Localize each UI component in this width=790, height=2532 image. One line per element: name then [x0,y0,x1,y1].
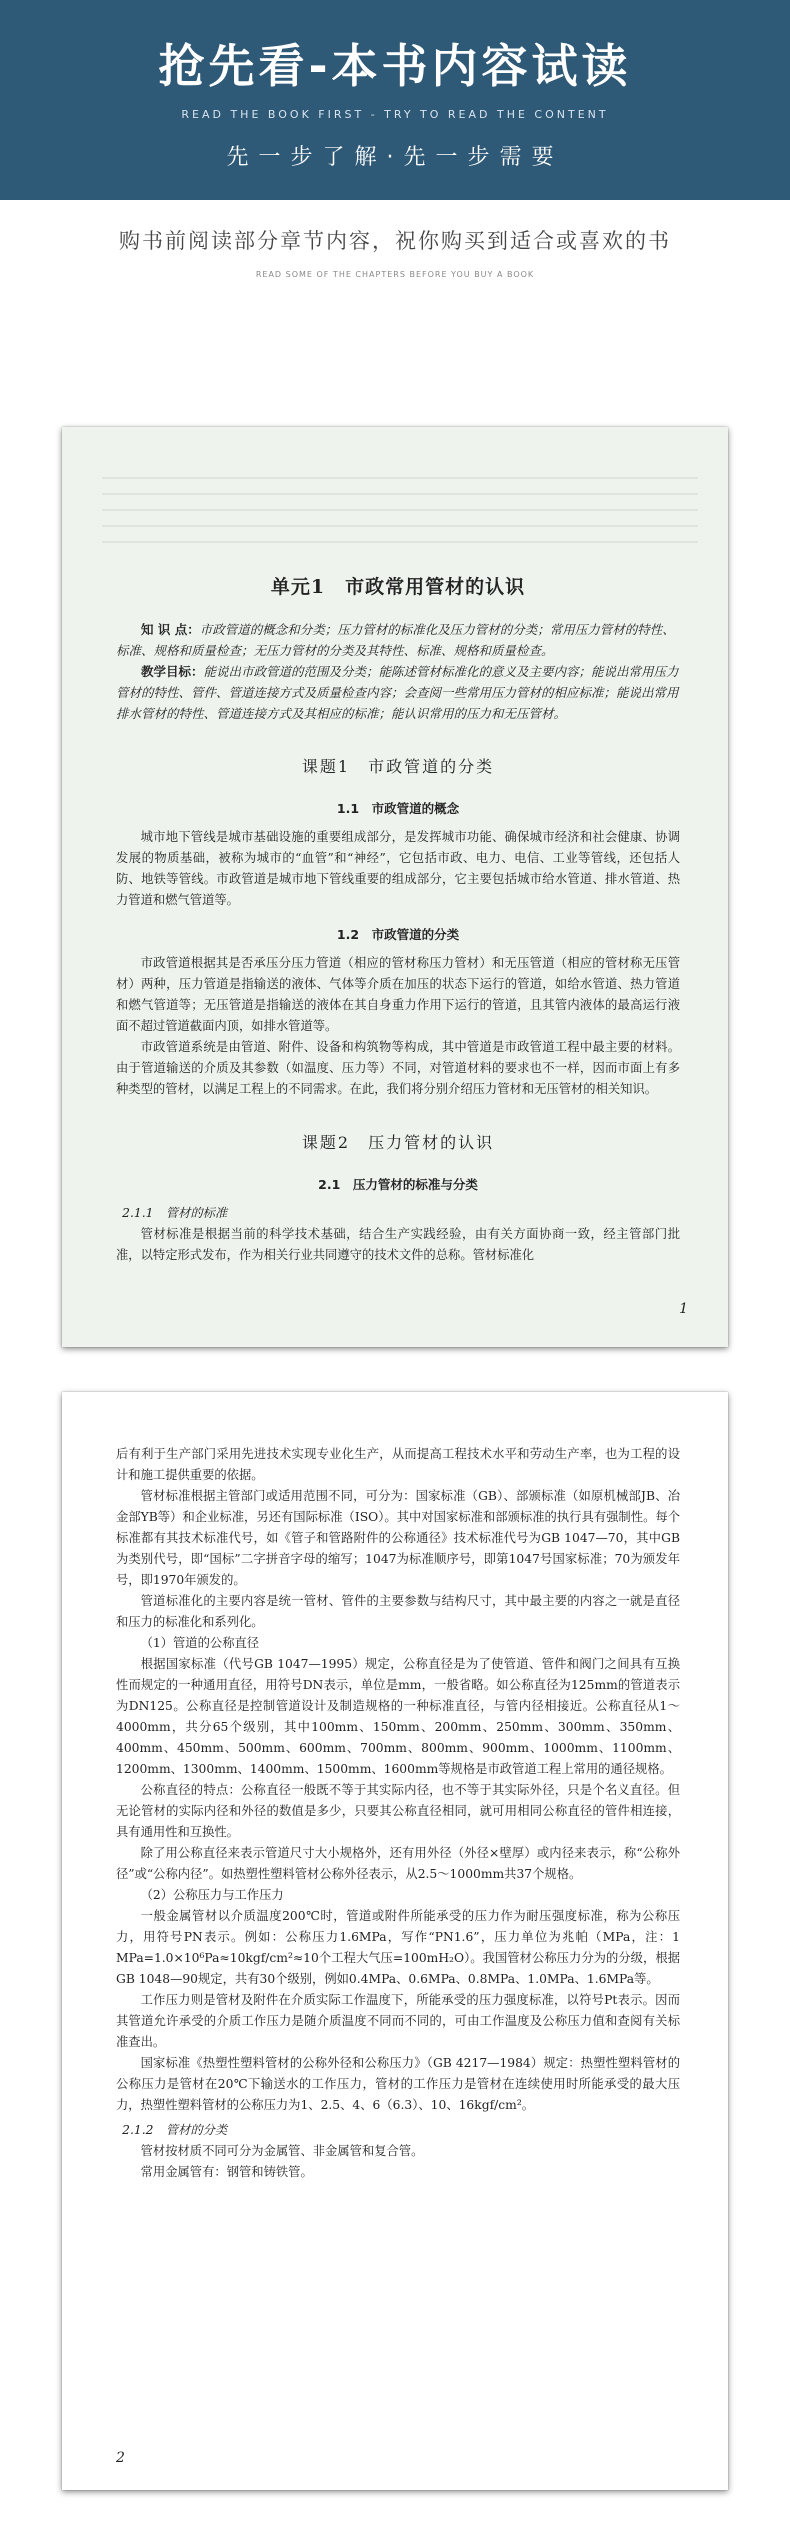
page-number: 1 [679,1301,688,1317]
banner-slogan: 先一步了解·先一步需要 [226,145,564,170]
knowledge-text: 市政管道的概念和分类；压力管材的标准化及压力管材的分类；常用压力管材的特性、标准、规格和质量检查；无压力管材的分类及其特性、标准、规格和质量检查。 [116,622,675,658]
paragraph: 城市地下管线是城市基础设施的重要组成部分，是发挥城市功能、确保城市经济和社会健康、协调发展的物质基础，被称为城市的“血管”和“神经”，它包括市政、电力、电信、工业等管线，还包括人防、地铁等管线。市政管道是城市地下管线重要的组成部分，它主要包括城市给水管道、排水管道、热力管道和燃气管道等。 [116,830,680,907]
teaching-label: 教学目标： [141,664,204,679]
teaching-goals [116,661,680,724]
paragraph: 公称直径的特点：公称直径一般既不等于其实际内径，也不等于其实际外径，只是个名义直径。但无论管材的实际内径和外径的数值是多少，只要其公称直径相同，就可用相同公称直径的管件相连接，具有通用性和互换性。 [116,1783,680,1839]
paragraph: 一般金属管材以介质温度200℃时，管道或附件所能承受的压力作为耐压强度标准，称为公称压力，用符号PN表示。例如：公称压力1.6MPa，写作“PN1.6”，压力单位为兆帕（MPa，注：1 MPa=1.0×10⁶Pa≈10kgf/cm²≈10个工程大气压=100mH₂O）。我国管材公称压力分为的分级，根据GB 1048—90规定，共有30个级别，例如0.4MPa、0.6MPa、0.8MPa、1.0MPa、1.6MPa等。 [116,1909,680,1986]
teaching-text: 能说出市政管道的范围及分类；能陈述管材标准化的意义及主要内容；能说出常用压力管材的特性、管件、管道连接方式及质量检查内容；会查阅一些常用压力管材的相应标准；能说出常用排水管材的特性、管道连接方式及其相应的标准；能认识常用的压力和无压管材。 [116,664,679,721]
section-1-2-title: 1.2 市政管道的分类 [336,927,460,942]
bleed-through-text [102,477,698,547]
intro-text-cn: 购书前阅读部分章节内容，祝你购买到适合或喜欢的书 [119,229,671,253]
paragraph: 管材标准是根据当前的科学技术基础，结合生产实践经验，由有关方面协商一致，经主管部门批准，以特定形式发布，作为相关行业共同遵守的技术文件的总称。管材标准化 [116,1227,680,1262]
paragraph: 市政管道系统是由管道、附件、设备和构筑物等构成，其中管道是市政管道工程中最主要的材料。由于管道输送的介质及其参数（如温度、压力等）不同，对管道材料的要求也不一样，因而市面上有多种类型的管材，以满足工程上的不同需求。在此，我们将分别介绍压力管材和无压管材的相关知识。 [116,1040,680,1096]
paragraph: 工作压力则是管材及附件在介质实际工作温度下，所能承受的压力强度标准，以符号Pt表示。因而其管道允许承受的介质工作压力是随介质温度不同而不同的，可由工作温度及公称压力值和查阅有关标准查出。 [116,1993,680,2049]
paragraph: 后有利于生产部门采用先进技术实现专业化生产，从而提高工程技术水平和劳动生产率，也为工程的设计和施工提供重要的依据。 [116,1447,680,1482]
header-banner [0,0,790,200]
knowledge-points [116,619,680,661]
page-2-content [116,1444,680,2183]
intro-text-en: READ SOME OF THE CHAPTERS BEFORE YOU BUY A BOOK [255,270,535,279]
item-title-nominal-diameter: （1）管道的公称直径 [140,1636,260,1650]
banner-title: 抢先看-本书内容试读 [158,39,632,93]
lesson-2-title: 课题2 压力管材的认识 [301,1133,495,1152]
paragraph: 根据国家标准（代号GB 1047—1995）规定，公称直径是为了使管道、管件和阀门之间具有互换性而规定的一种通用直径，用符号DN表示，单位是mm，一般省略。如公称直径为125mm的管道表示为DN125。公称直径是控制管道设计及制造规格的一种标准直径，与管内径相接近。公称直径从1～4000mm，共分65个级别，其中100mm、150mm、200mm、250mm、300mm、350mm、400mm、450mm、500mm、600mm、700mm、800mm、900mm、1000mm、1100mm、1200mm、1300mm、1400mm、1500mm、1600mm等规格是市政管道工程上常用的通径规格。 [116,1657,680,1776]
paragraph: 市政管道根据其是否承压分压力管道（相应的管材称压力管材）和无压管道（相应的管材称无压管材）两种，压力管道是指输送的液体、气体等介质在加压的状态下运行的管道，如给水管道、热力管道和燃气管道等；无压管道是指输送的液体在其自身重力作用下运行的管道，且其管内液体的最高运行液面不超过管道截面内顶，如排水管道等。 [116,956,680,1033]
paragraph: 管材标准根据主管部门或适用范围不同，可分为：国家标准（GB）、部颁标准（如原机械部JB、冶金部YB等）和企业标准，另还有国际标准（ISO）。其中对国家标准和部颁标准的执行具有强制性。每个标准都有其技术标准代号，如《管子和管路附件的公称通径》技术标准代号为GB 1047—70，其中GB为类别代号，即“国标”二字拼音字母的缩写；1047为标准顺序号，即第1047号国家标准；70为颁发年号，即1970年颁发的。 [116,1489,680,1587]
banner-subtitle-en: READ THE BOOK FIRST - TRY TO READ THE CONTENT [181,108,609,121]
paragraph: 常用金属管有：钢管和铸铁管。 [140,2165,313,2179]
paragraph: 管道标准化的主要内容是统一管材、管件的主要参数与结构尺寸，其中最主要的内容之一就是直径和压力的标准化和系列化。 [116,1594,680,1629]
unit-title: 单元1 市政常用管材的认识 [270,576,526,598]
book-page-1 [62,427,728,1347]
page-1-content [116,572,680,1266]
section-2-1-title: 2.1 压力管材的标准与分类 [318,1177,478,1192]
page-number: 2 [116,2450,125,2466]
book-page-2 [62,1392,728,2490]
item-title-nominal-pressure: （2）公称压力与工作压力 [140,1888,284,1902]
paragraph: 国家标准《热塑性塑料管材的公称外径和公称压力》（GB 4217—1984）规定：热塑性塑料管材的公称压力是管材在20℃下输送水的工作压力，管材的工作压力是管材在连续使用时所能承受的最大压力，热塑性塑料管材的公称压力为1、2.5、4、6（6.3）、10、16kgf/cm²。 [116,2056,680,2112]
section-1-1-title: 1.1 市政管道的概念 [336,801,460,816]
lesson-1-title: 课题1 市政管道的分类 [301,757,495,776]
subsection-2-1-1-title: 2.1.1 管材的标准 [122,1206,228,1220]
paragraph: 管材按材质不同可分为金属管、非金属管和复合管。 [140,2144,424,2158]
subsection-2-1-2-title: 2.1.2 管材的分类 [122,2123,228,2137]
paragraph: 除了用公称直径来表示管道尺寸大小规格外，还有用外径（外径×壁厚）或内径来表示，称“公称外径”或“公称内径”。如热塑性塑料管材公称外径表示，从2.5～1000mm共37个规格。 [116,1846,680,1881]
knowledge-label: 知 识 点： [141,622,200,637]
